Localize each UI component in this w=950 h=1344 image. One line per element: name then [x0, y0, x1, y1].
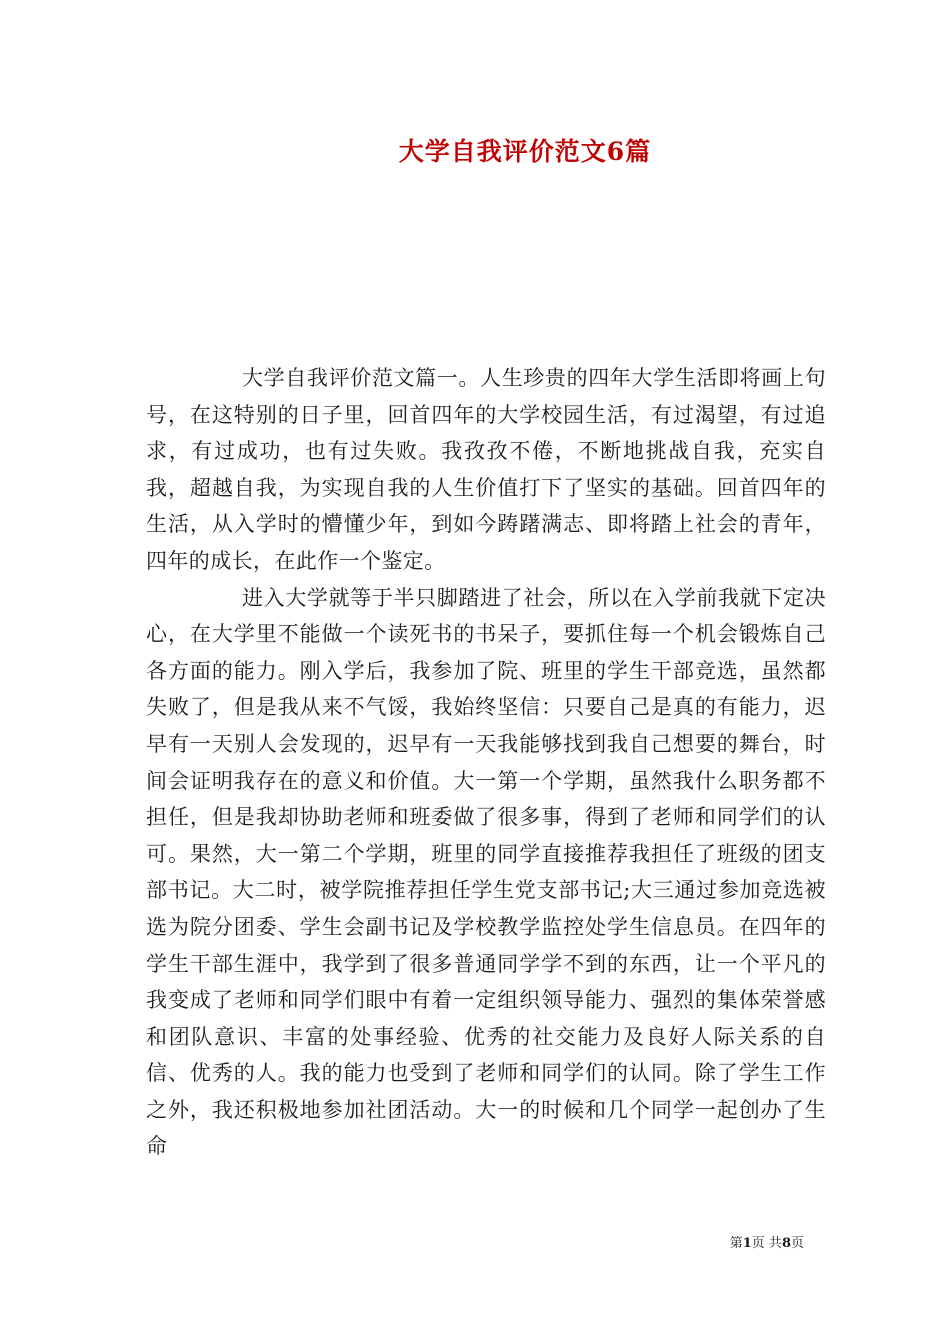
- footer-middle: 页 共: [751, 1236, 782, 1251]
- document-title: 大学自我评价范文6篇: [398, 137, 652, 166]
- footer-suffix: 页: [790, 1236, 804, 1251]
- footer-prefix: 第: [729, 1236, 743, 1251]
- footer-current-page: 1: [742, 1236, 752, 1251]
- document-body: [146, 360, 826, 1165]
- page-number-footer: [730, 1232, 804, 1251]
- footer-total-pages: 8: [781, 1236, 791, 1251]
- paragraph-2: 进入大学就等于半只脚踏进了社会，所以在入学前我就下定决心，在大学里不能做一个读死书的书呆子，要抓住每一个机会锻炼自己各方面的能力。刚入学后，我参加了院、班里的学生干部竞选，虽然都失败了，但是我从来不气馁，我始终坚信：只要自己是真的有能力，迟早有一天别人会发现的，迟早有一天我能够找到我自己想要的舞台，时间会证明我存在的意义和价值。大一第一个学期，虽然我什么职务都不担任，但是我却协助老师和班委做了很多事，得到了老师和同学们的认可。果然，大一第二个学期，班里的同学直接推荐我担任了班级的团支部书记。大二时，被学院推荐担任学生党支部书记;大三通过参加竞选被选为院分团委、学生会副书记及学校教学监控处学生信息员。在四年的学生干部生涯中，我学到了很多普通同学学不到的东西，让一个平凡的我变成了老师和同学们眼中有着一定组织领导能力、强烈的集体荣誉感和团队意识、丰富的处事经验、优秀的社交能力及良好人际关系的自信、优秀的人。我的能力也受到了老师和同学们的认同。除了学生工作之外，我还积极地参加社团活动。大一的时候和几个同学一起创办了生命: [146, 585, 826, 1159]
- paragraph-1: 大学自我评价范文篇一。人生珍贵的四年大学生活即将画上句号，在这特别的日子里，回首四年的大学校园生活，有过渴望，有过追求，有过成功，也有过失败。我孜孜不倦，不断地挑战自我，充实自我，超越自我，为实现自我的人生价值打下了坚实的基础。回首四年的生活，从入学时的懵懂少年，到如今踌躇满志、即将踏上社会的青年，四年的成长，在此作一个鉴定。: [146, 366, 826, 573]
